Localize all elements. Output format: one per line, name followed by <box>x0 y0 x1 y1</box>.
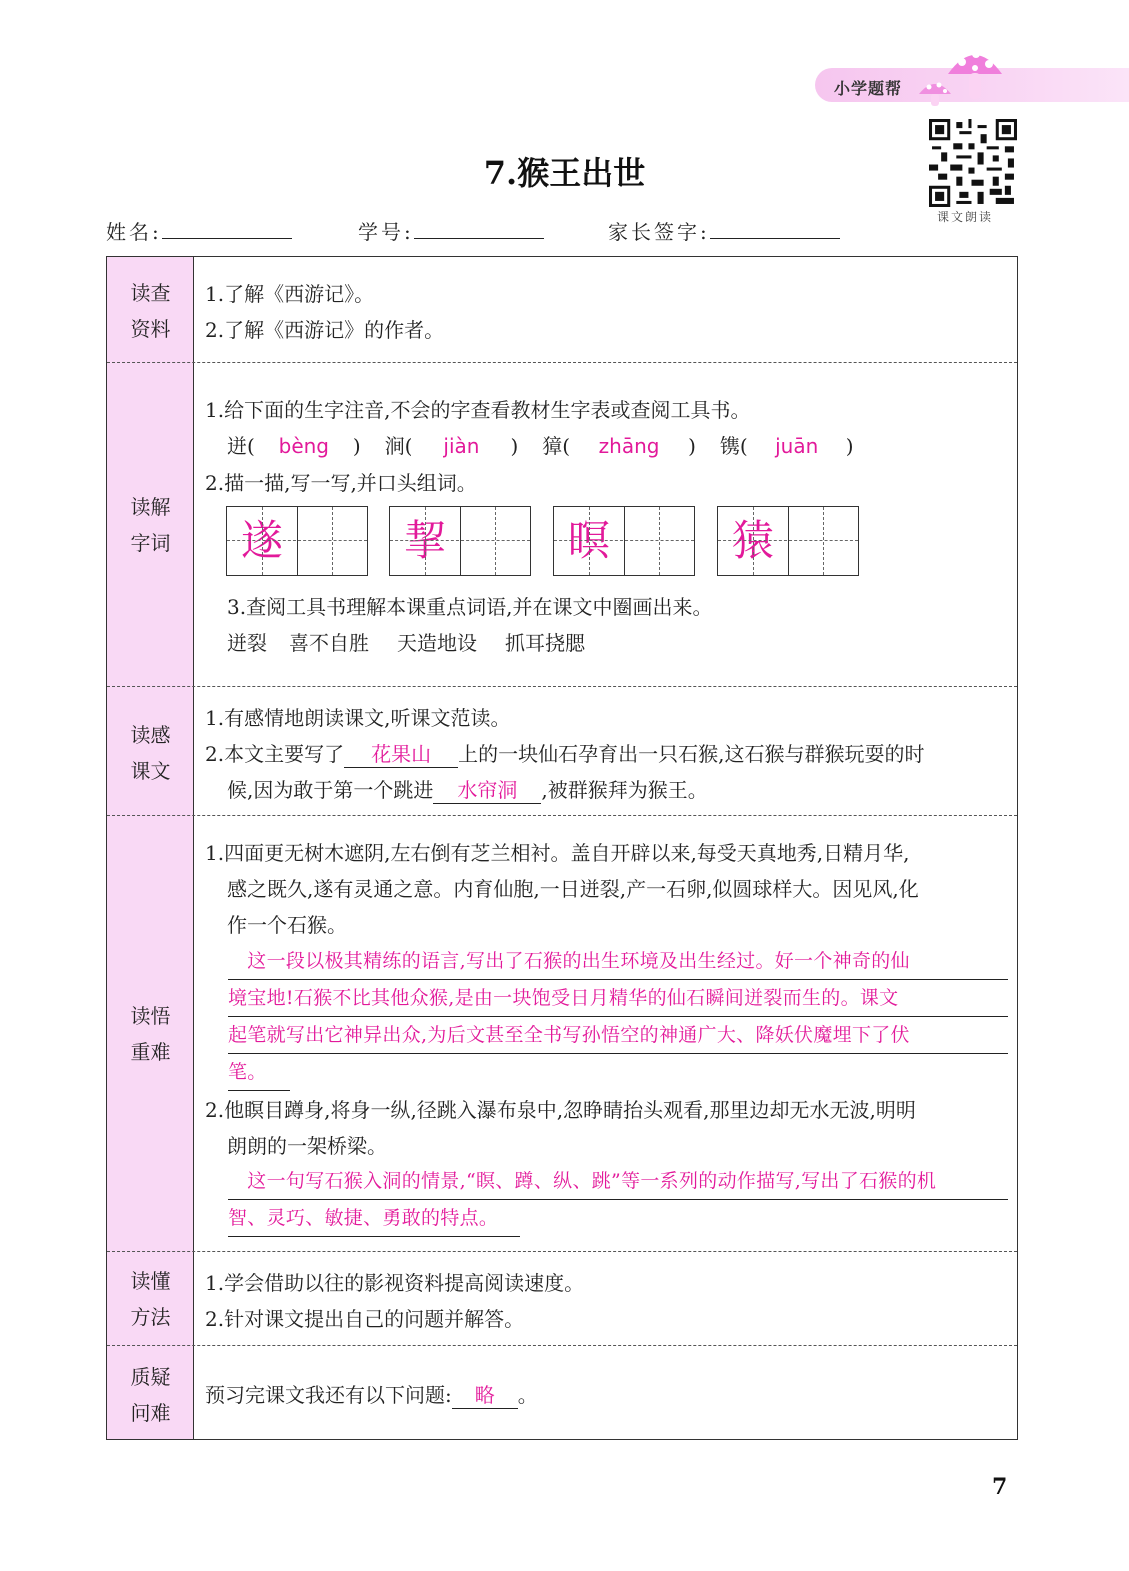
section-label-vocabulary: 读解 字词 <box>130 495 171 555</box>
trace-char: 遂 <box>240 516 283 565</box>
parent-signature-label: 家长签字: <box>608 220 710 244</box>
divider <box>107 686 1017 687</box>
trace-char: 暝 <box>567 516 610 565</box>
research-item-1: 1.了解《西游记》。 <box>205 282 375 306</box>
section-label-research: 读查 资料 <box>130 281 171 341</box>
divider <box>107 362 1017 363</box>
divider <box>107 1345 1017 1346</box>
section-label-key-points: 读悟 重难 <box>130 1004 171 1064</box>
key-word: 喜不自胜 <box>289 631 369 655</box>
answer-blank[interactable]: 水帘洞 <box>433 777 541 804</box>
tracing-grid[interactable] <box>717 506 859 576</box>
comment-2[interactable] <box>228 1163 1008 1237</box>
questions-answer-blank[interactable]: 略 <box>452 1382 518 1409</box>
worksheet-table <box>106 256 1018 1440</box>
key-words-row <box>227 625 585 661</box>
answer-blank[interactable]: 花果山 <box>344 741 458 768</box>
label-column <box>107 257 194 1439</box>
method-item-2: 2.针对课文提出自己的问题并解答。 <box>205 1307 525 1331</box>
key-word: 抓耳挠腮 <box>505 631 585 655</box>
trace-char: 挈 <box>403 516 446 565</box>
pinyin-answer[interactable]: jiàn <box>443 434 480 458</box>
comment-line: 起笔就写出它神异出众,为后文甚至全书写孙悟空的神通广大、降妖伏魔埋下了伏 <box>228 1017 1008 1054</box>
vocab-question-3: 3.查阅工具书理解本课重点词语,并在课文中圈画出来。 <box>227 595 713 619</box>
divider <box>107 815 1017 816</box>
pinyin-answer[interactable]: zhāng <box>598 434 660 458</box>
comment-line: 这一段以极其精练的语言,写出了石猴的出生环境及出生经过。好一个神奇的仙 <box>228 943 1008 980</box>
key-word: 迸裂 <box>227 631 267 655</box>
passage-1-line: 作一个石猴。 <box>227 913 347 937</box>
tracing-grid[interactable] <box>226 506 368 576</box>
page-number: 7 <box>992 1474 1008 1500</box>
passage-1-line: 1.四面更无树木遮阴,左右倒有芝兰相衬。盖自开辟以来,每受天真地秀,日精月华, <box>205 841 910 865</box>
questions-line: 预习完课文我还有以下问题: 略 。 <box>205 1383 538 1407</box>
tracing-grid[interactable] <box>389 506 531 576</box>
section-label-text: 读感 课文 <box>130 723 171 783</box>
passage-1-line: 感之既久,遂有灵通之意。内育仙胞,一日迸裂,产一石卵,似圆球样大。因见风,化 <box>227 877 919 901</box>
comment-line: 笔。 <box>228 1054 290 1091</box>
comment-line: 这一句写石猴入洞的情景,“瞑、蹲、纵、跳”等一系列的动作描写,写出了石猴的机 <box>228 1163 1008 1200</box>
pinyin-answer[interactable]: juān <box>775 434 819 458</box>
research-item-2: 2.了解《西游记》的作者。 <box>205 318 445 342</box>
pinyin-row: 迸( bèng ) 涧( jiàn ) 獐( zhāng ) 镌( juān ) <box>227 428 854 464</box>
pinyin-answer[interactable]: bèng <box>278 434 329 458</box>
text-item-2-line1: 2.本文主要写了 花果山 上的一块仙石孕育出一只石猴,这石猴与群猴玩耍的时 <box>205 742 925 766</box>
trace-char: 猿 <box>731 516 774 565</box>
brand-label: 小学题帮 <box>834 79 903 98</box>
comment-1[interactable] <box>228 943 1008 1091</box>
method-item-1: 1.学会借助以往的影视资料提高阅读速度。 <box>205 1271 585 1295</box>
comment-line: 境宝地!石猴不比其他众猴,是由一块饱受日月精华的仙石瞬间迸裂而生的。课文 <box>228 980 1008 1017</box>
text-item-1: 1.有感情地朗读课文,听课文范读。 <box>205 706 511 730</box>
name-label: 姓名: <box>106 220 162 244</box>
number-label: 学号: <box>358 220 414 244</box>
page-title: 7.猴王出世 <box>483 154 646 192</box>
big-mushroom-icon <box>944 40 1006 106</box>
name-blank[interactable] <box>162 220 292 239</box>
comment-line: 智、灵巧、敏捷、勇敢的特点。 <box>228 1200 520 1237</box>
parent-signature-blank[interactable] <box>710 220 840 239</box>
section-label-method: 读懂 方法 <box>130 1269 171 1329</box>
name-field[interactable] <box>106 216 292 245</box>
text-item-2-line2: 候,因为敢于第一个跳进 水帘洞 ,被群猴拜为猴王。 <box>227 778 708 802</box>
vocab-question-2: 2.描一描,写一写,并口头组词。 <box>205 471 477 495</box>
number-blank[interactable] <box>414 220 544 239</box>
passage-2-line: 朗朗的一架桥梁。 <box>227 1134 387 1158</box>
passage-2-line: 2.他瞑目蹲身,将身一纵,径跳入瀑布泉中,忽睁睛抬头观看,那里边却无水无波,明明 <box>205 1098 916 1122</box>
key-word: 天造地设 <box>397 631 477 655</box>
qr-caption: 课文朗读 <box>937 210 994 224</box>
section-label-questions: 质疑 问难 <box>130 1365 171 1425</box>
tracing-grid[interactable] <box>553 506 695 576</box>
divider <box>107 1251 1017 1252</box>
parent-signature-field[interactable] <box>608 216 840 245</box>
vocab-question-1: 1.给下面的生字注音,不会的字查看教材生字表或查阅工具书。 <box>205 398 751 422</box>
number-field[interactable] <box>358 216 544 245</box>
